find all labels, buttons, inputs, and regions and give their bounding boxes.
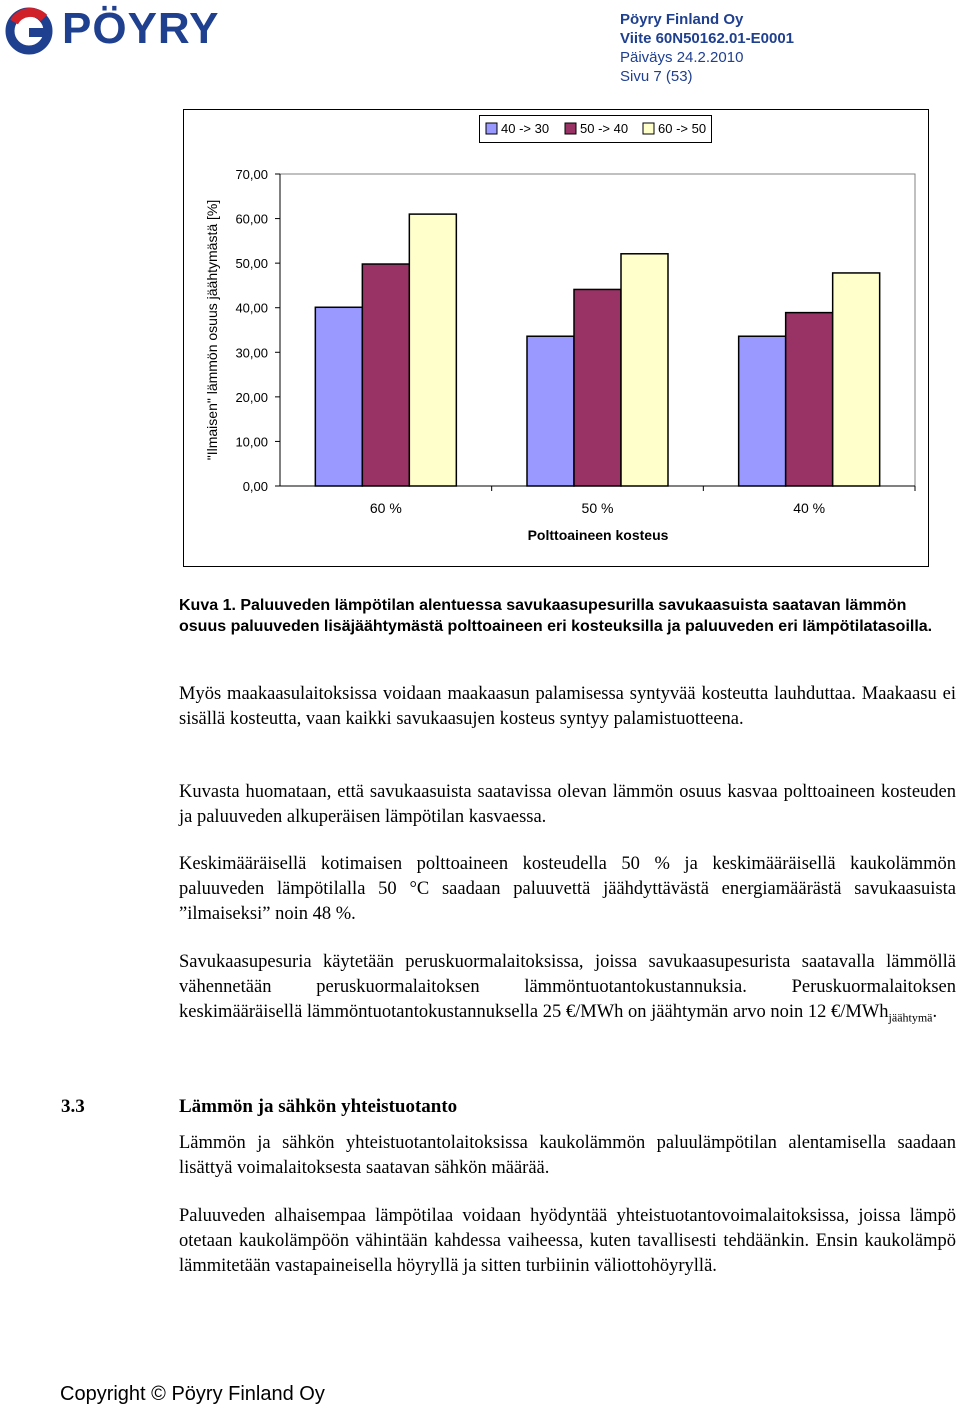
y-tick-label: 0,00: [242, 479, 268, 494]
legend-label: 50 -> 40: [580, 121, 629, 136]
figure-caption: Kuva 1. Paluuveden lämpötilan alentuessa savukaasupesurilla savukaasuista saatavan lämmön osuus paluuveden lisäjäähtymästä polttoaineen eri kosteuksilla ja paluuveden eri lämpötilatasoilla.: [179, 597, 933, 635]
page-number: Sivu 7 (53): [620, 68, 693, 85]
logo-wordmark: PÖYRY: [62, 4, 220, 53]
y-tick-label: 70,00: [235, 167, 268, 182]
section-paragraph-1: Lämmön ja sähkön yhteistuotantolaitoksissa kaukolämmön paluulämpötilan alentamisella saadaan lisättyä voimalaitoksesta saatavan sähkön määrää.: [179, 1133, 956, 1178]
poyry-logo-icon: [4, 6, 54, 56]
x-axis-label: Polttoaineen kosteus: [527, 527, 669, 543]
paragraph-4: [179, 950, 956, 1031]
y-tick-label: 30,00: [235, 345, 268, 361]
bar-2-3: [786, 313, 833, 486]
legend-label: 60 -> 50: [658, 121, 707, 136]
document-reference: Viite 60N50162.01-E0001: [620, 30, 795, 47]
chart-legend: [480, 116, 712, 143]
x-tick-label: 40 %: [793, 500, 826, 516]
y-axis-label: "Ilmaisen" lämmön osuus jäähtymästä [%]: [204, 199, 220, 461]
bar-1-2: [527, 336, 574, 486]
bar-2-2: [574, 289, 621, 486]
bar-3-2: [621, 254, 668, 486]
x-tick-label: 60 %: [369, 500, 402, 516]
section-number: 3.3: [61, 1096, 85, 1117]
paragraph-2: Kuvasta huomataan, että savukaasuista saatavissa olevan lämmön osuus kasvaa polttoaineen kosteuden ja paluuveden alkuperäisen lämpötilan kasvaessa.: [179, 782, 956, 827]
bar-3-3: [833, 273, 880, 486]
y-tick-label: 60,00: [235, 211, 268, 227]
y-tick-label: 20,00: [235, 389, 268, 405]
paragraph-1: Myös maakaasulaitoksissa voidaan maakaasun palamisessa syntyvää kosteutta lauhduttaa. Maakaasu ei sisällä kosteutta, vaan kaikki savukaasujen kosteus syntyy palamistuotteena.: [179, 684, 956, 729]
poyry-logo: [4, 6, 244, 56]
section-title: Lämmön ja sähkön yhteistuotanto: [179, 1096, 458, 1117]
bar-chart: [183, 109, 929, 567]
bar-2-1: [362, 264, 409, 486]
paragraph-3: Keskimääräisellä kotimaisen polttoaineen kosteudella 50 % ja keskimääräisellä kaukolämmön paluuveden lämpötilalla 50 °C saadaan paluuvettä jäähdyttävästä energiamäärästä savukaasuista ”ilmaiseksi” noin 48 %.: [179, 854, 956, 924]
paragraph-4-end: .: [932, 1002, 938, 1022]
paragraph-4-text: Savukaasupesuria käytetään peruskuormalaitoksissa, joissa savukaasupesurista saatavalla lämmöllä vähennetään peruskuormalaitoksen lämmöntuotantokustannuksia. Peruskuormalaitoksen keskimääräisellä lämmöntuotantokustannuksella 25 €/MWh on jäähtymän arvo noin 12 €/MWh: [179, 952, 956, 1022]
document-header: [620, 10, 950, 86]
legend-swatch: [486, 123, 497, 134]
legend-swatch: [643, 123, 654, 134]
footer-copyright: Copyright © Pöyry Finland Oy: [60, 1383, 325, 1405]
legend-label: 40 -> 30: [501, 121, 550, 136]
y-tick-label: 40,00: [235, 300, 268, 316]
bar-1-1: [315, 307, 362, 486]
y-tick-label: 50,00: [235, 256, 268, 272]
y-tick-label: 10,00: [235, 434, 268, 450]
paragraph-4-subscript: jäähtymä: [888, 1010, 933, 1025]
legend-swatch: [565, 123, 576, 134]
bar-3-1: [409, 214, 456, 486]
bar-1-3: [739, 336, 786, 486]
section-paragraph-2: Paluuveden alhaisempaa lämpötilaa voidaan hyödyntää yhteistuotantovoimalaitoksissa, joissa lämpö otetaan kaukolämpöön vähintään kahdessa vaiheessa, kuten tavallisesti tehdäänkin. Ensin kaukolämpö lämmitetään vastapaineisella höyryllä ja sitten turbiinin väliottohöyryllä.: [179, 1206, 956, 1276]
document-date: Päiväys 24.2.2010: [620, 49, 744, 66]
x-tick-label: 50 %: [581, 500, 614, 516]
company-name: Pöyry Finland Oy: [620, 11, 744, 28]
